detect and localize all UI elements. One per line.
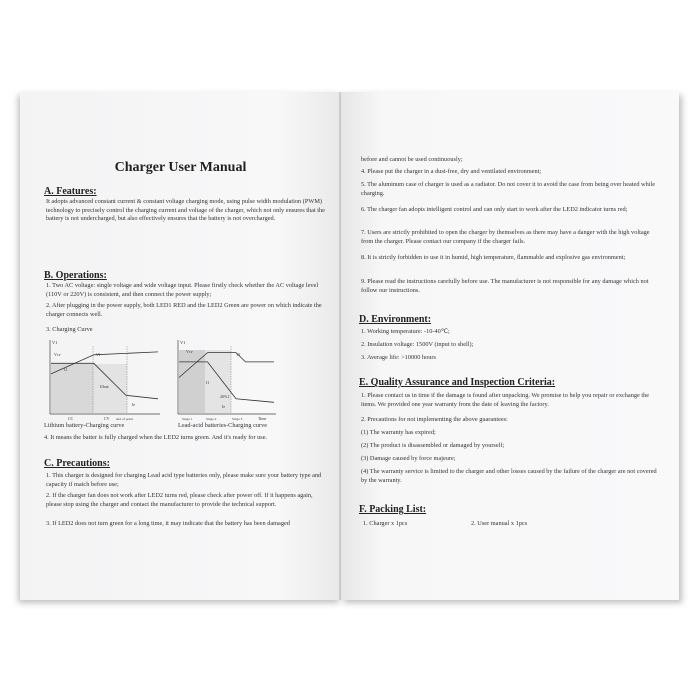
chart2-label-v1: V1	[180, 340, 186, 345]
features-text: It adopts advanced constant current & constant voltage charging mode, using pulse width modulation (PWM) technology to precisely control the charging current and voltage of the charger, which not only ensures that the battery is not undercharged, but also effectively ensures that the battery is not overcharged.	[46, 198, 325, 223]
chart1-label-vcv: Vcv	[54, 352, 61, 357]
left-page	[20, 92, 341, 600]
quality-item-1: 1. Please contact us in time if the damage is found after unpacking. We promise to help you repair or exchange the items. We provided one year warranty from the date of leaving the factory.	[361, 392, 650, 408]
chart2-label-i1: I1	[206, 380, 210, 385]
chart2-label-20pct: 20%1	[220, 394, 230, 399]
quality-item-2-3: (3) Damage caused by force majeure;	[361, 455, 456, 462]
precautions-item-2: 2. If the charger fan does not work after LED2 turns red, please check after power off. If it happens again, please stop using the charger and contact the manufacturer to provide the technical support.	[46, 492, 313, 508]
operations-item-4: 4. It means the batter is fully charged when the LED2 turns green. And it's ready for use.	[44, 434, 268, 441]
manual-title: Charger User Manual	[114, 160, 247, 175]
operations-item-3: 3. Charging Curve	[46, 326, 93, 333]
chart2-label-vf: Vf	[236, 352, 241, 357]
chart1-label-ifloat: Ifloat	[100, 384, 109, 389]
heading-precautions: C. Precautions:	[44, 458, 110, 469]
precautions-item-4: 4. Please put the charger in a dust-free, dry and ventilated environment;	[361, 168, 542, 175]
precautions-item-5: 5. The aluminum case of charger is used as a radiator. Do not cover it to avoid the case from being over heated while charging.	[361, 181, 656, 197]
chart2-label-stage1: Stage 1	[182, 417, 193, 421]
packing-item-2: 2. User manual x 1pcs	[471, 520, 528, 527]
chart1-label-v1: V1	[52, 340, 58, 345]
chart1-label-cc: CC	[68, 416, 74, 421]
chart1-label-end: end of point	[116, 417, 133, 421]
precautions-item-3-cont: before and cannot be used continuously;	[361, 156, 463, 163]
right-page	[341, 92, 679, 600]
quality-item-2-1: (1) The warranty has expired;	[361, 429, 436, 436]
precautions-item-7: 7. Users are strictly prohibited to open the charger by themselves as there may have a danger with the high voltage from the charger. Please contact our company if the charger fails.	[361, 229, 650, 245]
precautions-item-6: 6. The charger fan adopts intelligent control and can only start to work after the LED2 indicator turns red;	[361, 206, 628, 213]
chart2-label-stage3: Stage 3	[232, 417, 243, 421]
heading-quality-assurance: E. Quality Assurance and Inspection Criteria:	[359, 377, 556, 388]
precautions-item-9: 9. Please read the instructions carefully before use. The manufacturer is not responsible for any damage which not follow our instructions.	[361, 278, 649, 294]
operations-item-1: 1. Two AC voltage: single voltage and wide voltage input. Please firstly check whether the AC voltage level (110V or 220V) is consistent, and then connect the power supply;	[46, 282, 319, 298]
quality-item-2: 2. Precautions for not implementing the above guarantees:	[361, 416, 508, 423]
lithium-charging-curve-chart	[44, 336, 164, 422]
packing-item-1: 1. Charger x 1pcs	[363, 520, 408, 527]
chart1-label-cv: CV	[104, 416, 110, 421]
lead-acid-curve-caption: Lead-acid batteries-Charging curve	[178, 422, 268, 429]
lithium-curve-caption: Lithium battery-Charging curve	[44, 422, 125, 429]
chart2-label-stage2: Stage 2	[206, 417, 217, 421]
precautions-item-3: 3. If LED2 does not turn green for a long time, it may indicate that the battery has been damaged	[46, 520, 290, 527]
chart1-label-ie: Ie	[132, 402, 136, 407]
chart2-label-vcv: Vcv	[186, 349, 193, 354]
precautions-item-1: 1. This charger is designed for charging Lead acid type batteries only, please make sure your battery type and capacity if match before use;	[46, 472, 322, 488]
chart1-label-i1: I1	[64, 367, 68, 372]
quality-item-2-2: (2) The product is disassembled or damaged by yourself;	[361, 442, 505, 449]
lead-acid-charging-curve-chart	[172, 336, 282, 422]
chart2-label-time: Time	[258, 416, 267, 421]
heading-operations: B. Operations:	[44, 270, 107, 281]
chart2-label-ie: Ie	[222, 404, 226, 409]
precautions-item-8: 8. It is strictly forbidden to use it in humid, high temperature, flammable and explosive gas environment;	[361, 254, 626, 261]
heading-packing-list: F. Packing List:	[359, 504, 427, 515]
quality-item-2-4: (4) The warranty service is limited to the charger and other losses caused by the failure of the charger are not covered by the warranty.	[361, 468, 657, 484]
environment-item-1: 1. Working temperature: -10-40℃;	[361, 328, 450, 335]
operations-item-2: 2. After plugging in the power supply, both LED1 RED and the LED2 Green are power on which indicate the charger connects well.	[46, 302, 322, 318]
chart1-label-vf: Vf	[96, 352, 101, 357]
environment-item-3: 3. Average life: >10000 hours	[361, 354, 436, 361]
environment-item-2: 2. Insulation voltage: 1500V (input to shell);	[361, 341, 474, 348]
heading-environment: D. Environment:	[359, 314, 432, 325]
heading-features: A. Features:	[44, 186, 97, 197]
